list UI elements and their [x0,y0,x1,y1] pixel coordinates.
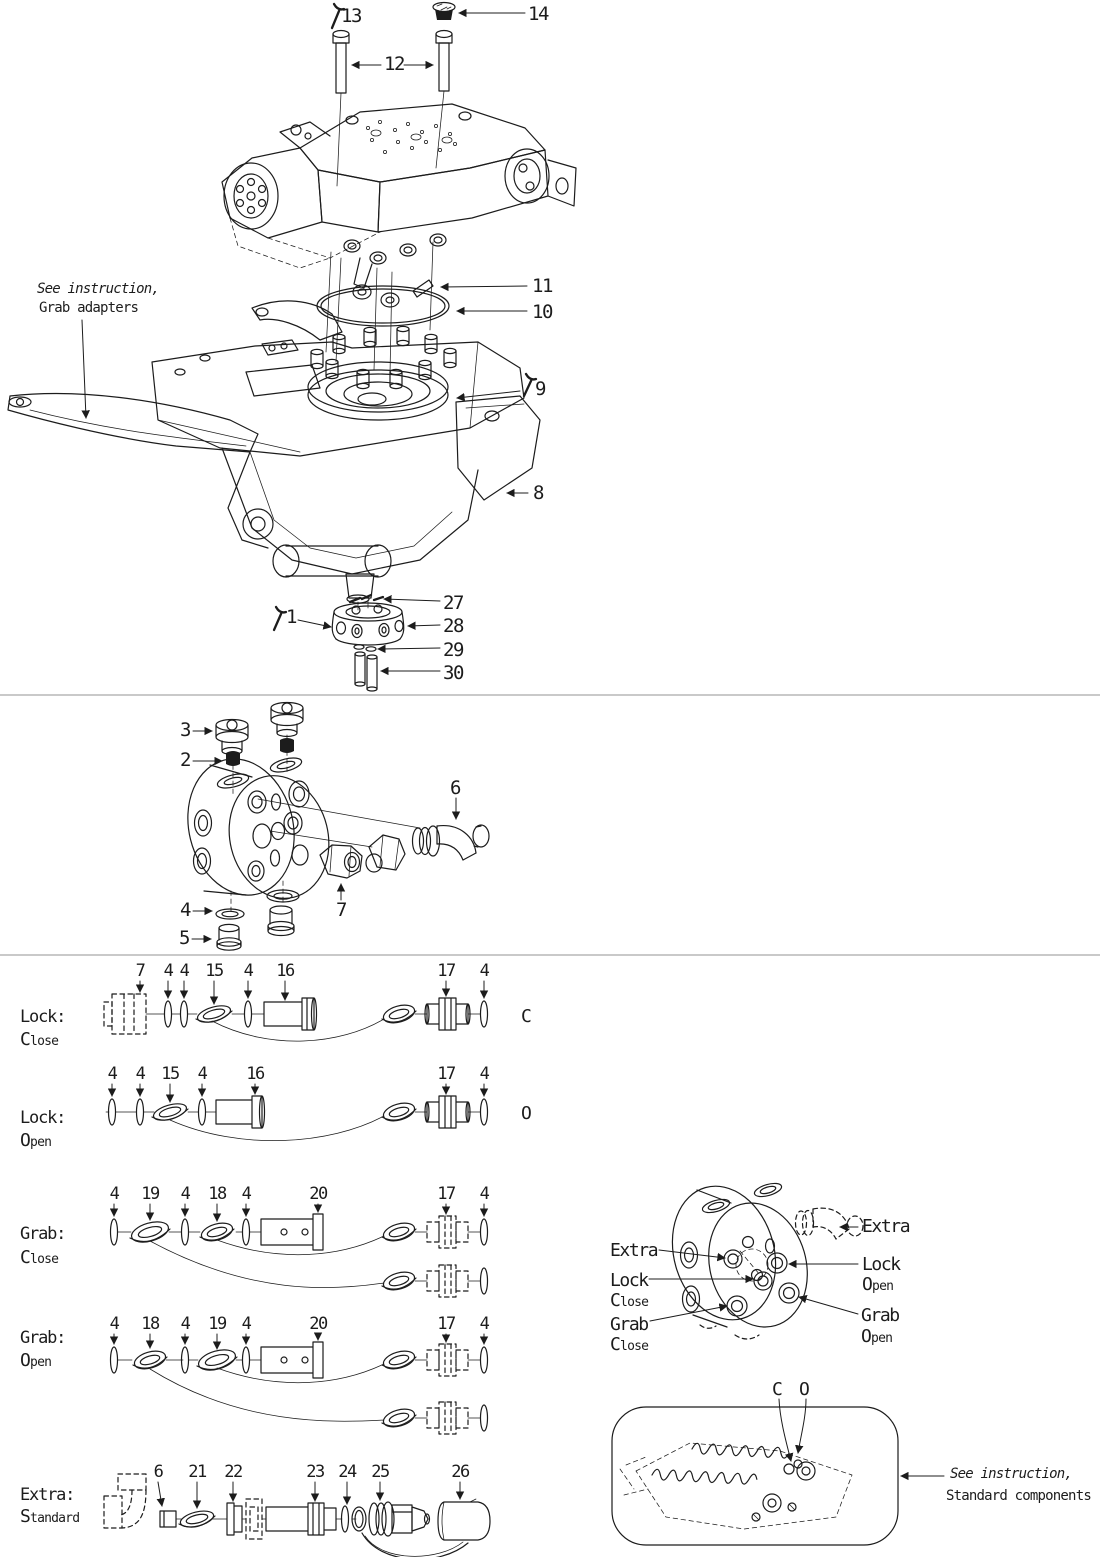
cap-screw-3 [216,720,248,755]
callout-30: 30 [443,662,463,684]
row1-num: 4 [243,961,253,981]
row-subtitle-grab-open: Open [20,1350,52,1371]
row1-num: 15 [205,961,223,981]
row5-num: 21 [188,1462,206,1482]
bolt-12-left [333,31,349,187]
row-grab-open-parts [111,1342,488,1434]
row4-num: 4 [479,1314,489,1334]
baseplate-drawing [8,301,540,603]
valve-label-extra-port: Extra [610,1240,658,1261]
row5-num: 6 [153,1462,163,1482]
box-port-c: C [772,1379,782,1400]
callout-28: 28 [443,615,463,637]
row4-num: 4 [109,1314,119,1334]
row-lock-close-parts [104,994,488,1041]
row3-num: 18 [208,1184,226,1204]
o-ring-10 [317,286,449,326]
cap-screw-3b [271,703,303,737]
valve-manifold-drawing [222,104,576,307]
callout-5: 5 [179,927,189,949]
row3-num: 4 [180,1184,190,1204]
note-grab-adapters-line2: Grab adapters [39,300,139,316]
swivel-28-drawing [332,595,403,691]
note-standard-components-line1: See instruction, [950,1466,1073,1482]
row1-num: 16 [276,961,294,981]
row2-num: 16 [246,1064,264,1084]
row-title-lock-close: Lock: [20,1007,66,1027]
note-grab-adapters-line1: See instruction, [37,281,160,297]
row-extra-standard-parts [104,1474,490,1557]
row3-num: 19 [141,1184,159,1204]
row2-num: 4 [135,1064,145,1084]
callout-1: 1 [286,606,296,628]
callout-9: 9 [535,378,545,400]
disc-body [174,747,342,909]
callout-7: 7 [336,899,346,921]
row1-num: 4 [163,961,173,981]
row-grab-close-parts [111,1214,488,1297]
row1-num: 17 [437,961,455,981]
valve-label-lock-open: Lock [862,1254,900,1275]
row1-num: 7 [135,961,145,981]
row2-num: 4 [197,1064,207,1084]
row2-num: 15 [161,1064,179,1084]
callout-3: 3 [180,719,190,741]
grab-module-drawing [620,1433,852,1529]
callout-6: 6 [450,777,460,799]
valve-label-lock-close: Lock [610,1270,648,1291]
swivel-valve-disc-drawing [0,695,1100,955]
standard-components-box [612,1407,898,1545]
row-title-lock-open: Lock: [20,1108,66,1128]
row4-num: 20 [309,1314,327,1334]
row1-num: 4 [179,961,189,981]
row3-num: 4 [479,1184,489,1204]
row5-num: 26 [451,1462,469,1482]
valve-block-drawing [657,1174,863,1339]
note-standard-components-line2: Standard components [946,1488,1091,1504]
plug-14 [433,3,455,21]
row5-num: 23 [306,1462,324,1482]
row-title-extra-standard: Extra: [20,1485,75,1505]
callout-14: 14 [528,3,548,25]
bolt-12-right [436,31,452,169]
dust-cap-26 [438,1499,490,1540]
box-port-o: O [799,1379,809,1400]
port-letter-c: C [521,1006,531,1027]
callout-8: 8 [533,482,543,504]
callout-2: 2 [180,749,190,771]
callout-11: 11 [532,275,552,297]
valve-label-grab-close: Grab [610,1314,648,1335]
callout-4: 4 [180,899,190,921]
section-divider [0,694,1100,696]
callout-13: 13 [341,5,361,27]
valve-sublabel-lock-close: Close [610,1290,649,1311]
valve-sublabel-lock-open: Open [862,1274,894,1295]
row4-num: 4 [241,1314,251,1334]
plug-fitting [366,835,405,872]
row-lock-open-parts [106,1096,488,1141]
wrench-icon [274,607,286,630]
bushing-5 [217,906,294,950]
row4-num: 18 [141,1314,159,1334]
valve-sublabel-grab-open: Open [861,1326,893,1347]
exploded-assembly-drawing [0,0,1100,695]
row2-num: 4 [479,1064,489,1084]
row2-num: 17 [437,1064,455,1084]
row4-num: 19 [208,1314,226,1334]
row-title-grab-open: Grab: [20,1328,66,1348]
row5-num: 24 [338,1462,356,1482]
port-letter-o: O [521,1103,531,1124]
row4-num: 4 [180,1314,190,1334]
quick-coupler-25 [369,1502,430,1536]
valve-label-grab-open: Grab [861,1305,899,1326]
hose-kits-drawing [0,955,1100,1557]
elbow-fitting-6 [413,825,490,860]
extra-elbow-dashed [796,1208,864,1239]
valve-label-extra-fitting: Extra [862,1216,910,1237]
row-title-grab-close: Grab: [20,1224,66,1244]
bolt-flange-drawing [308,326,456,420]
row3-num: 17 [437,1184,455,1204]
callout-12: 12 [384,53,404,75]
callout-10: 10 [532,301,552,323]
callout-29: 29 [443,639,463,661]
row3-num: 20 [309,1184,327,1204]
valve-sublabel-grab-close: Close [610,1334,649,1355]
row5-num: 22 [224,1462,242,1482]
row3-num: 4 [241,1184,251,1204]
callout-27: 27 [443,592,463,614]
row5-num: 25 [371,1462,389,1482]
row-subtitle-lock-close: Close [20,1029,59,1050]
row3-num: 4 [109,1184,119,1204]
row2-num: 4 [107,1064,117,1084]
row4-num: 17 [437,1314,455,1334]
row-subtitle-grab-close: Close [20,1247,59,1268]
section-divider [0,954,1100,956]
bolt-30 [355,652,377,691]
row1-num: 4 [479,961,489,981]
row-subtitle-lock-open: Open [20,1130,52,1151]
row-subtitle-extra-standard: Standard [20,1506,80,1527]
